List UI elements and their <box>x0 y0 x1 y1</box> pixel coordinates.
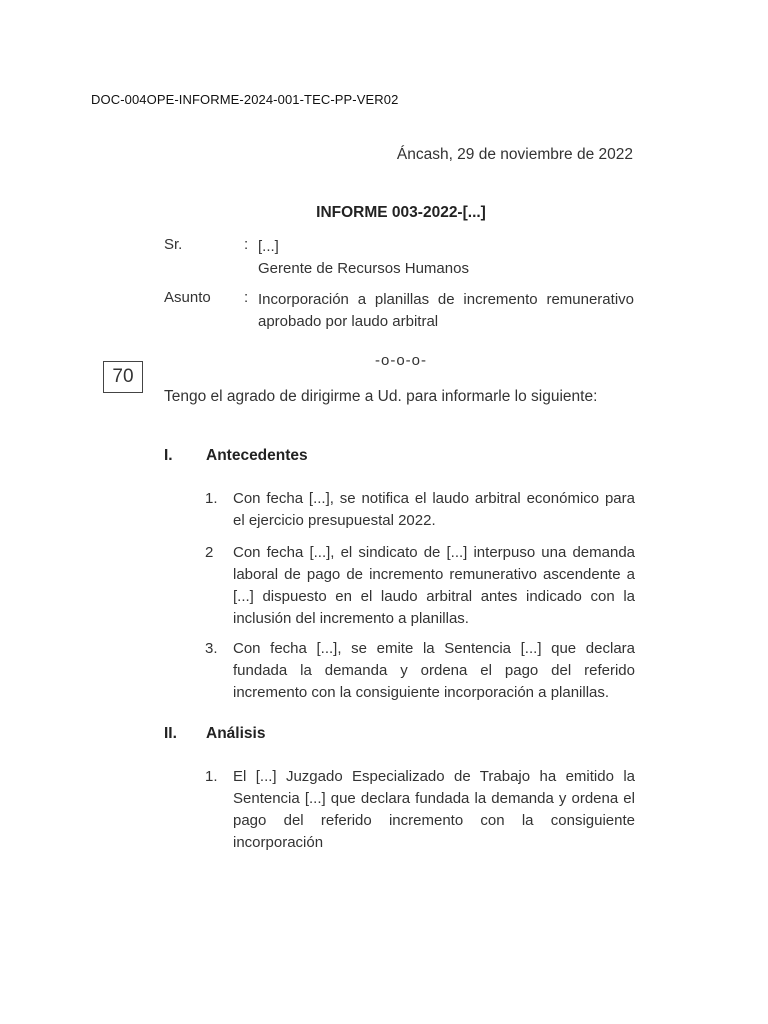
section-title: Análisis <box>206 725 266 742</box>
subject-value: Incorporación a planillas de incremento remunerativo aprobado por laudo arbitral <box>258 291 634 330</box>
item-text: El [...] Juzgado Especializado de Trabajo ha emitido la Sentencia [...] que declara fundada la demanda y ordena el pago del referido incremento con la consiguiente incorporación <box>233 768 635 851</box>
subject-label: Asunto <box>164 289 211 306</box>
report-title: INFORME 003-2022-[...] <box>316 204 486 221</box>
item-number: 1. <box>205 768 218 785</box>
list-item <box>205 638 635 704</box>
intro-paragraph: Tengo el agrado de dirigirme a Ud. para informarle lo siguiente: <box>164 388 598 405</box>
list-item <box>205 488 635 532</box>
recipient-name: [...] <box>258 238 279 255</box>
item-text: Con fecha [...], se emite la Sentencia [...] que declara fundada la demanda y ordena el pago del referido incremento con la consiguiente incorporación a planillas. <box>233 640 635 701</box>
item-text: Con fecha [...], se notifica el laudo arbitral económico para el ejercicio presupuestal 2022. <box>233 490 635 529</box>
recipient-value <box>258 236 634 280</box>
separator: -o-o-o- <box>374 352 427 369</box>
recipient-label: Sr. <box>164 236 183 253</box>
recipient-position: Gerente de Recursos Humanos <box>258 260 469 277</box>
section-number: II. <box>164 725 177 742</box>
item-number: 3. <box>205 640 218 657</box>
item-text: Con fecha [...], el sindicato de [...] interpuso una demanda laboral de pago de incremento remunerativo ascendente a [...] dispuesto en el laudo arbitral antes indicado con la inclusión del incremento a planillas. <box>233 544 635 627</box>
section-heading-analisis <box>164 725 265 743</box>
subject-row <box>164 289 634 333</box>
list-item <box>205 766 635 854</box>
page-stamp: 70 <box>103 361 143 393</box>
recipient-colon: : <box>244 236 249 253</box>
item-number: 2 <box>205 544 214 561</box>
section-number: I. <box>164 447 173 464</box>
document-date: Áncash, 29 de noviembre de 2022 <box>396 146 633 163</box>
document-code: DOC-004OPE-INFORME-2024-001-TEC-PP-VER02 <box>91 92 399 107</box>
subject-colon: : <box>244 289 249 306</box>
section-heading-antecedentes <box>164 447 308 465</box>
recipient-row <box>164 236 634 280</box>
section-title: Antecedentes <box>206 447 308 464</box>
item-number: 1. <box>205 490 218 507</box>
list-item <box>205 542 635 630</box>
